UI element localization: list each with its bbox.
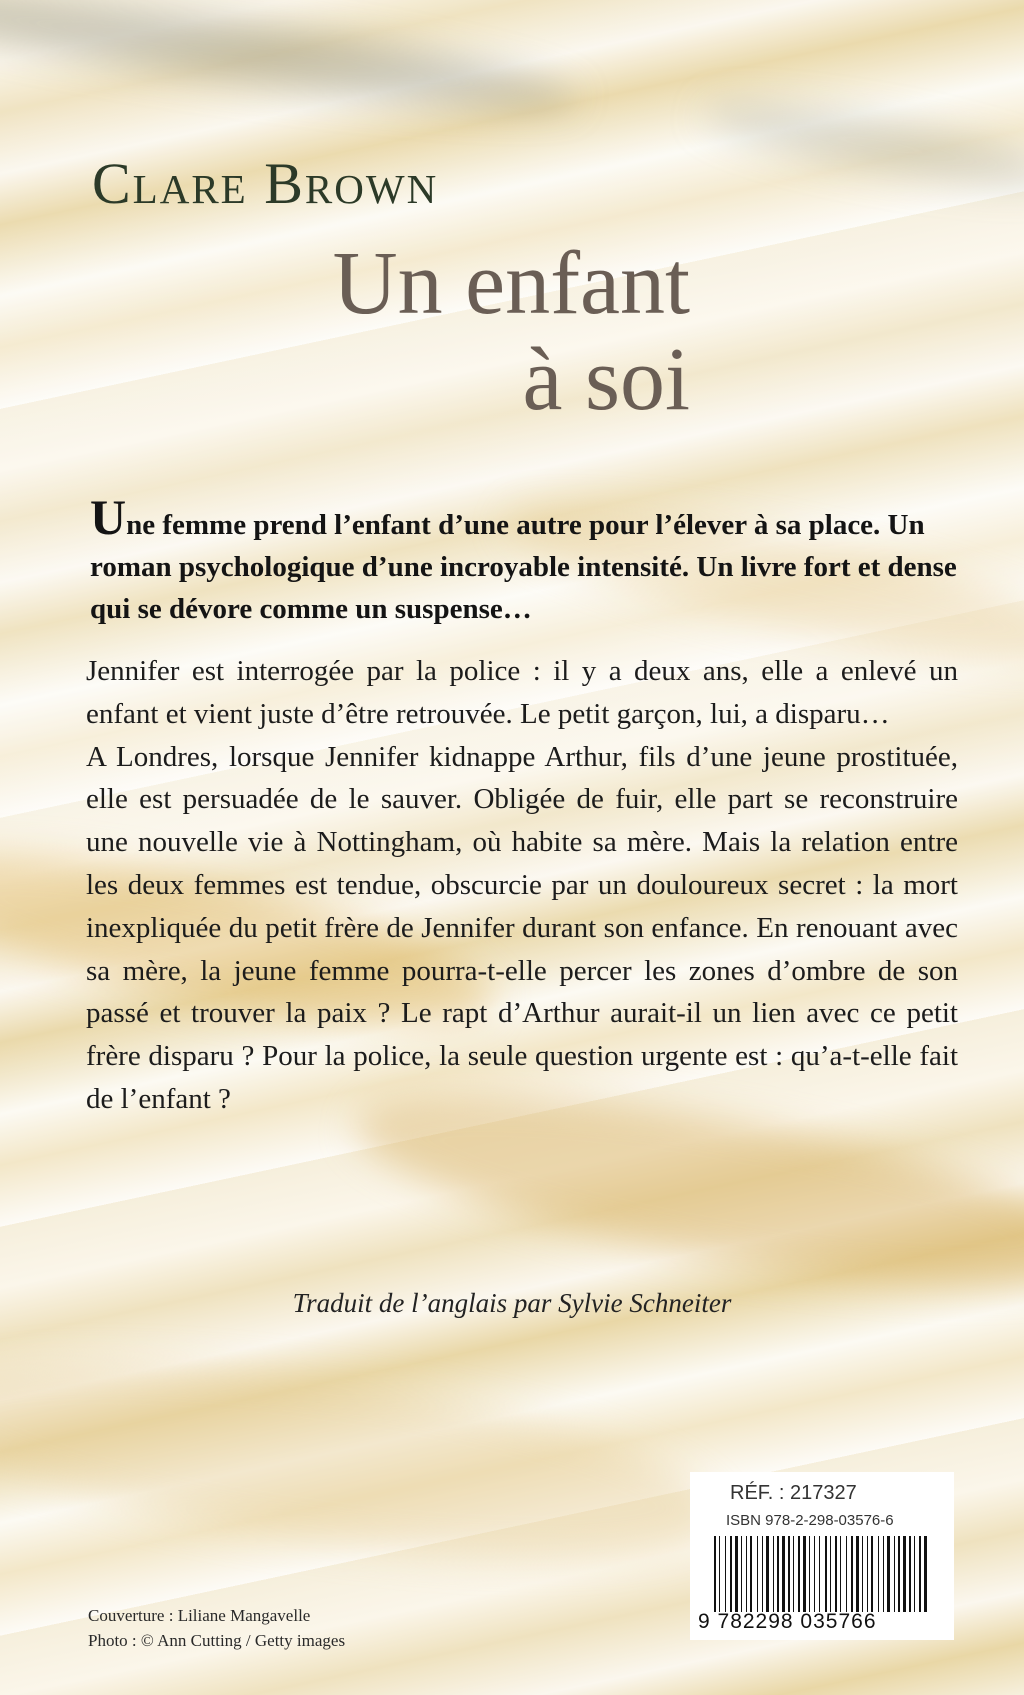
barcode-bar — [793, 1536, 794, 1612]
barcode-bar — [867, 1536, 868, 1612]
barcode-bar — [835, 1536, 837, 1612]
barcode-bar — [840, 1536, 841, 1612]
barcode-bar — [898, 1536, 900, 1612]
isbn-number: ISBN 978-2-298-03576-6 — [726, 1512, 894, 1529]
barcode-bar — [714, 1536, 716, 1612]
barcode-bar — [766, 1536, 769, 1612]
lead-text: ne femme prend l’enfant d’une autre pour l’élever à sa place. Un roman psychologique d’une incroyable intensité. Un livre fort et dense qui se dévore comme un suspense… — [90, 509, 957, 625]
barcode-bar — [798, 1536, 800, 1612]
barcode-bar — [894, 1536, 895, 1612]
reference-number: RÉF. : 217327 — [730, 1482, 857, 1504]
barcode-bar — [757, 1536, 758, 1612]
barcode-bar — [819, 1536, 820, 1612]
synopsis-paragraph-2: A Londres, lorsque Jennifer kidnappe Arthur, fils d’une jeune prostituée, elle est persuadée de le sauver. Obligée de fuir, elle part se reconstruire une nouvelle vie à Nottingham, où habite sa mère. Mais la relation entre les deux femmes est tendue, obscurcie par un douloureux secret : la mort inexpliquée du petit frère de Jennifer durant son enfance. En renouant avec sa mère, la jeune femme pourra-t-elle percer les zones d’ombre de son passé et trouver la paix ? Le rapt d’Arthur aurait-il un lien avec ce petit frère disparu ? Pour la police, la seule question urgente est : qu’a-t-elle fait de l’enfant ? — [86, 740, 958, 1115]
barcode-bar — [725, 1536, 726, 1612]
author-name: Clare Brown — [92, 151, 439, 216]
background-streak — [0, 0, 581, 128]
drop-cap: U — [90, 489, 127, 545]
barcode-bar — [750, 1536, 752, 1612]
barcode-icon — [712, 1536, 932, 1612]
barcode-bar — [803, 1536, 806, 1612]
background-streak — [0, 1325, 727, 1595]
lead-paragraph — [90, 489, 960, 630]
barcode-bar — [773, 1536, 774, 1612]
barcode-bar — [730, 1536, 732, 1612]
barcode-bar — [735, 1536, 738, 1612]
barcode-bar — [762, 1536, 763, 1612]
barcode-bar — [846, 1536, 847, 1612]
barcode-bar — [746, 1536, 747, 1612]
barcode-bar — [903, 1536, 906, 1612]
translator-credit: Traduit de l’anglais par Sylvie Schneiter — [292, 1288, 732, 1318]
barcode-bar — [856, 1536, 859, 1612]
barcode-bar — [914, 1536, 915, 1612]
barcode-bar — [788, 1536, 790, 1612]
barcode-bar — [830, 1536, 831, 1612]
synopsis-paragraph-1: Jennifer est interrogée par la police : il y a deux ans, elle a enlevé un enfant et vient juste d’être retrouvée. Le petit garçon, lui, a disparu… — [86, 655, 958, 730]
barcode-digits: 9 782298 035766 — [698, 1610, 877, 1633]
barcode-bar — [878, 1536, 879, 1612]
barcode-label — [690, 1472, 954, 1640]
cover-credit: Couverture : Liliane Mangavelle — [88, 1606, 311, 1625]
barcode-bar — [919, 1536, 921, 1612]
title-line-2: à soi — [522, 330, 690, 429]
barcode-bar — [719, 1536, 720, 1612]
barcode-bar — [782, 1536, 785, 1612]
barcode-bar — [924, 1536, 927, 1612]
photo-credit: Photo : © Ann Cutting / Getty images — [88, 1631, 346, 1650]
barcode-bar — [871, 1536, 873, 1612]
barcode-bar — [814, 1536, 815, 1612]
barcode-bar — [741, 1536, 742, 1612]
title-line-1: Un enfant — [332, 234, 690, 333]
background-streak — [698, 89, 1024, 201]
barcode-bar — [825, 1536, 827, 1612]
barcode-bar — [777, 1536, 779, 1612]
synopsis — [86, 650, 958, 1121]
barcode-bar — [887, 1536, 890, 1612]
barcode-bar — [851, 1536, 853, 1612]
barcode-bar — [862, 1536, 863, 1612]
image-credits — [88, 1603, 345, 1653]
barcode-bar — [909, 1536, 911, 1612]
barcode-bar — [883, 1536, 884, 1612]
barcode-bar — [809, 1536, 810, 1612]
book-title — [250, 236, 690, 428]
